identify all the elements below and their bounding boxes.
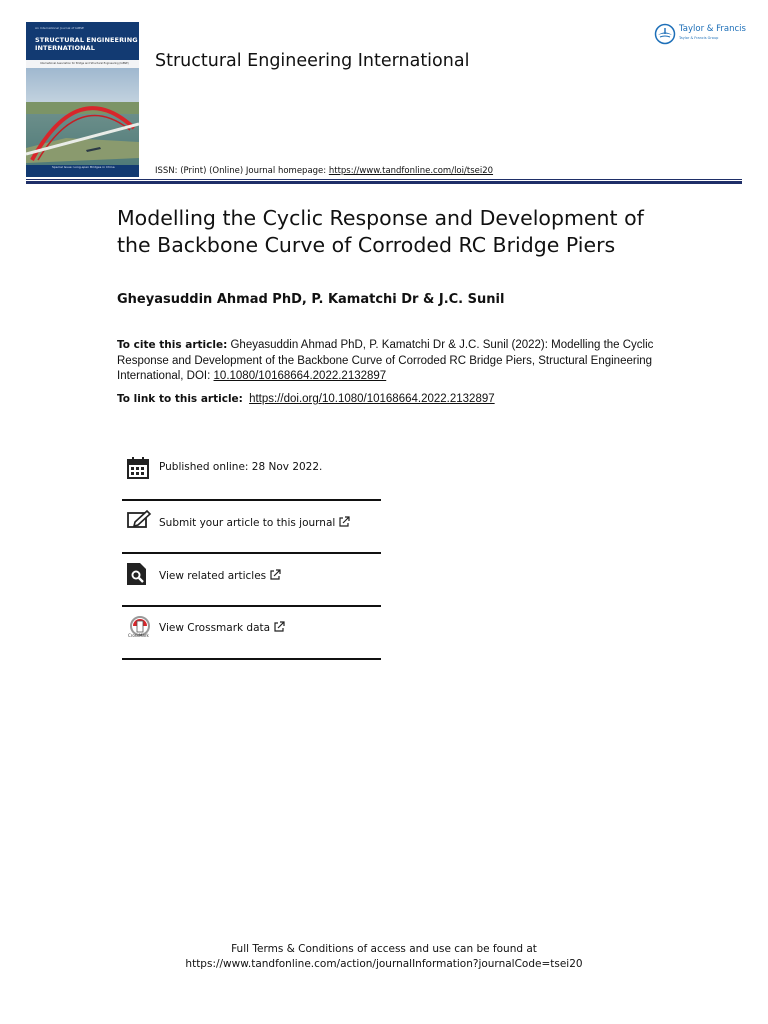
cover-title-line1: STRUCTURAL ENGINEERING bbox=[35, 36, 138, 44]
crossmark-label: View Crossmark data bbox=[159, 622, 271, 634]
edit-icon bbox=[126, 509, 152, 531]
cover-caption: Special Issue: Long-span Bridges in China bbox=[52, 165, 115, 169]
header-rule-thin bbox=[26, 179, 742, 180]
related-articles-link[interactable] bbox=[159, 569, 281, 582]
publisher-group: Taylor & Francis Group bbox=[679, 36, 719, 40]
crossmark-logo-text: CrossMark bbox=[128, 633, 149, 638]
submit-article-label: Submit your article to this journal bbox=[159, 517, 336, 529]
journal-cover-image bbox=[26, 22, 139, 177]
article-title: Modelling the Cyclic Response and Development of the Backbone Curve of Corroded RC Bridge Piers bbox=[117, 206, 644, 257]
divider bbox=[122, 499, 381, 501]
divider bbox=[122, 658, 381, 660]
footer-terms-link[interactable]: https://www.tandfonline.com/action/journalInformation?journalCode=tsei20 bbox=[185, 958, 583, 970]
article-authors: Gheyasuddin Ahmad PhD, P. Kamatchi Dr & J.C. Sunil bbox=[117, 292, 505, 307]
issn-text: ISSN: (Print) (Online) Journal homepage: bbox=[155, 166, 329, 176]
header-rule-thick bbox=[26, 181, 742, 184]
footer-terms bbox=[0, 942, 768, 972]
journal-name: Structural Engineering International bbox=[155, 51, 470, 71]
cite-label: To cite this article: bbox=[117, 339, 228, 351]
journal-homepage-link[interactable]: https://www.tandfonline.com/loi/tsei20 bbox=[328, 166, 494, 176]
external-link-icon bbox=[269, 569, 281, 581]
external-link-icon bbox=[273, 621, 285, 633]
link-label: To link to this article: bbox=[117, 393, 243, 405]
cover-strip-text: International Association for Bridge and Structural Engineering (IABSE) bbox=[40, 62, 129, 65]
related-articles-label: View related articles bbox=[159, 570, 267, 582]
publisher-logo[interactable] bbox=[654, 21, 749, 47]
publisher-logo-icon bbox=[654, 23, 676, 45]
cite-doi-link[interactable]: 10.1080/10168664.2022.2132897 bbox=[213, 370, 387, 382]
article-doi-link[interactable]: https://doi.org/10.1080/10168664.2022.2132897 bbox=[249, 393, 495, 405]
citation-block bbox=[117, 338, 662, 385]
footer-line1: Full Terms & Conditions of access and use can be found at bbox=[231, 943, 537, 955]
cite-text: Gheyasuddin Ahmad PhD, P. Kamatchi Dr & J.C. Sunil (2022): Modelling the Cyclic Response and Development of the Backbone Curve of Corroded RC Bridge Piers, Structural Engineering International, DOI: bbox=[117, 339, 654, 382]
cover-bridge-photo bbox=[26, 68, 139, 177]
publisher-name: Taylor & Francis bbox=[679, 24, 746, 34]
cover-title-line2: INTERNATIONAL bbox=[35, 44, 95, 52]
divider bbox=[122, 552, 381, 554]
crossmark-link[interactable] bbox=[159, 621, 285, 634]
divider bbox=[122, 605, 381, 607]
calendar-icon bbox=[126, 456, 150, 480]
issn-line bbox=[155, 166, 493, 176]
link-line bbox=[117, 393, 495, 405]
search-document-icon bbox=[126, 562, 148, 586]
external-link-icon bbox=[338, 516, 350, 528]
submit-article-link[interactable] bbox=[159, 516, 350, 529]
cover-small-text: An International Journal of IABSE bbox=[35, 26, 84, 30]
published-online-text: Published online: 28 Nov 2022. bbox=[159, 461, 323, 473]
